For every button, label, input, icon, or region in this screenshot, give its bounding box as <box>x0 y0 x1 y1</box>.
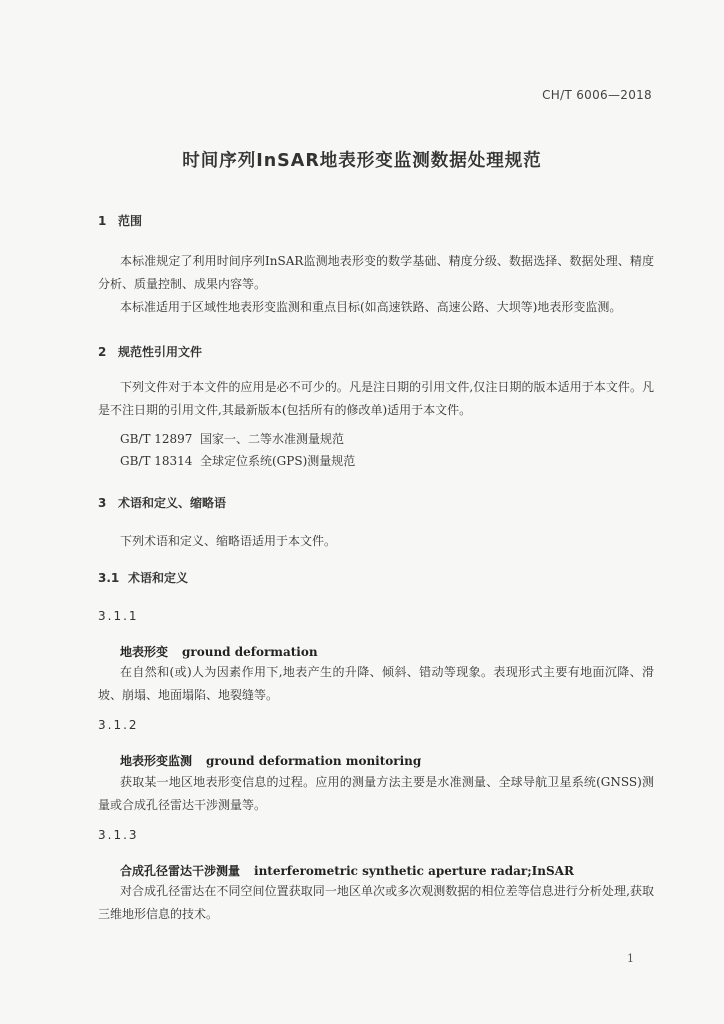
subsection-title: 术语和定义 <box>128 571 189 585</box>
term-definition: 在自然和(或)人为因素作用下,地表产生的升降、倾斜、错动等现象。表现形式主要有地面沉降、滑坡、崩塌、地面塌陷、地裂缝等。 <box>98 665 654 702</box>
section-3-paragraph-1: 下列术语和定义、缩略语适用于本文件。 <box>120 534 337 548</box>
term-heading <box>120 862 574 879</box>
term-zh: 地表形变监测 <box>120 754 193 768</box>
section-number: 1 <box>98 214 107 228</box>
reference-item <box>120 452 355 469</box>
reference-item <box>120 430 344 447</box>
standard-number: CH/T 6006—2018 <box>542 88 652 102</box>
section-heading-2 <box>98 343 202 360</box>
reference-code: GB/T 18314 <box>120 454 193 468</box>
section-number: 2 <box>98 345 107 359</box>
section-heading-1 <box>98 212 142 229</box>
subsection-heading-3-1 <box>98 569 188 586</box>
reference-name: 全球定位系统(GPS)测量规范 <box>200 454 356 468</box>
term-en: interferometric synthetic aperture radar;InSAR <box>254 864 574 878</box>
term-definition: 获取某一地区地表形变信息的过程。应用的测量方法主要是水准测量、全球导航卫星系统(GNSS)测量或合成孔径雷达干涉测量等。 <box>98 775 654 812</box>
section-heading-3 <box>98 494 226 511</box>
term-zh: 合成孔径雷达干涉测量 <box>120 864 241 878</box>
section-title: 规范性引用文件 <box>118 345 203 359</box>
term-definition: 对合成孔径雷达在不同空间位置获取同一地区单次或多次观测数据的相位差等信息进行分析处理,获取三维地形信息的技术。 <box>98 884 654 921</box>
term-en: ground deformation monitoring <box>206 754 422 768</box>
document-title: 时间序列InSAR地表形变监测数据处理规范 <box>182 151 542 171</box>
term-zh: 地表形变 <box>120 645 169 659</box>
section-1-paragraph-2: 本标准适用于区域性地表形变监测和重点目标(如高速铁路、高速公路、大坝等)地表形变监测。 <box>120 300 622 314</box>
reference-name: 国家一、二等水准测量规范 <box>200 432 345 446</box>
page-number: 1 <box>627 952 634 965</box>
section-number: 3 <box>98 496 107 510</box>
section-1-paragraph-1: 本标准规定了利用时间序列InSAR监测地表形变的数学基础、精度分级、数据选择、数据处理、精度分析、质量控制、成果内容等。 <box>98 254 654 291</box>
subsection-number: 3.1 <box>98 571 120 585</box>
term-heading <box>120 752 421 769</box>
reference-code: GB/T 12897 <box>120 432 193 446</box>
section-2-paragraph-1: 下列文件对于本文件的应用是必不可少的。凡是注日期的引用文件,仅注日期的版本适用于本文件。凡是不注日期的引用文件,其最新版本(包括所有的修改单)适用于本文件。 <box>98 380 654 417</box>
term-number: 3.1.2 <box>98 718 139 732</box>
section-title: 术语和定义、缩略语 <box>118 496 227 510</box>
term-number: 3.1.3 <box>98 828 139 842</box>
term-en: ground deformation <box>182 645 318 659</box>
term-number: 3.1.1 <box>98 609 139 623</box>
term-heading <box>120 643 318 660</box>
section-title: 范围 <box>118 214 143 228</box>
